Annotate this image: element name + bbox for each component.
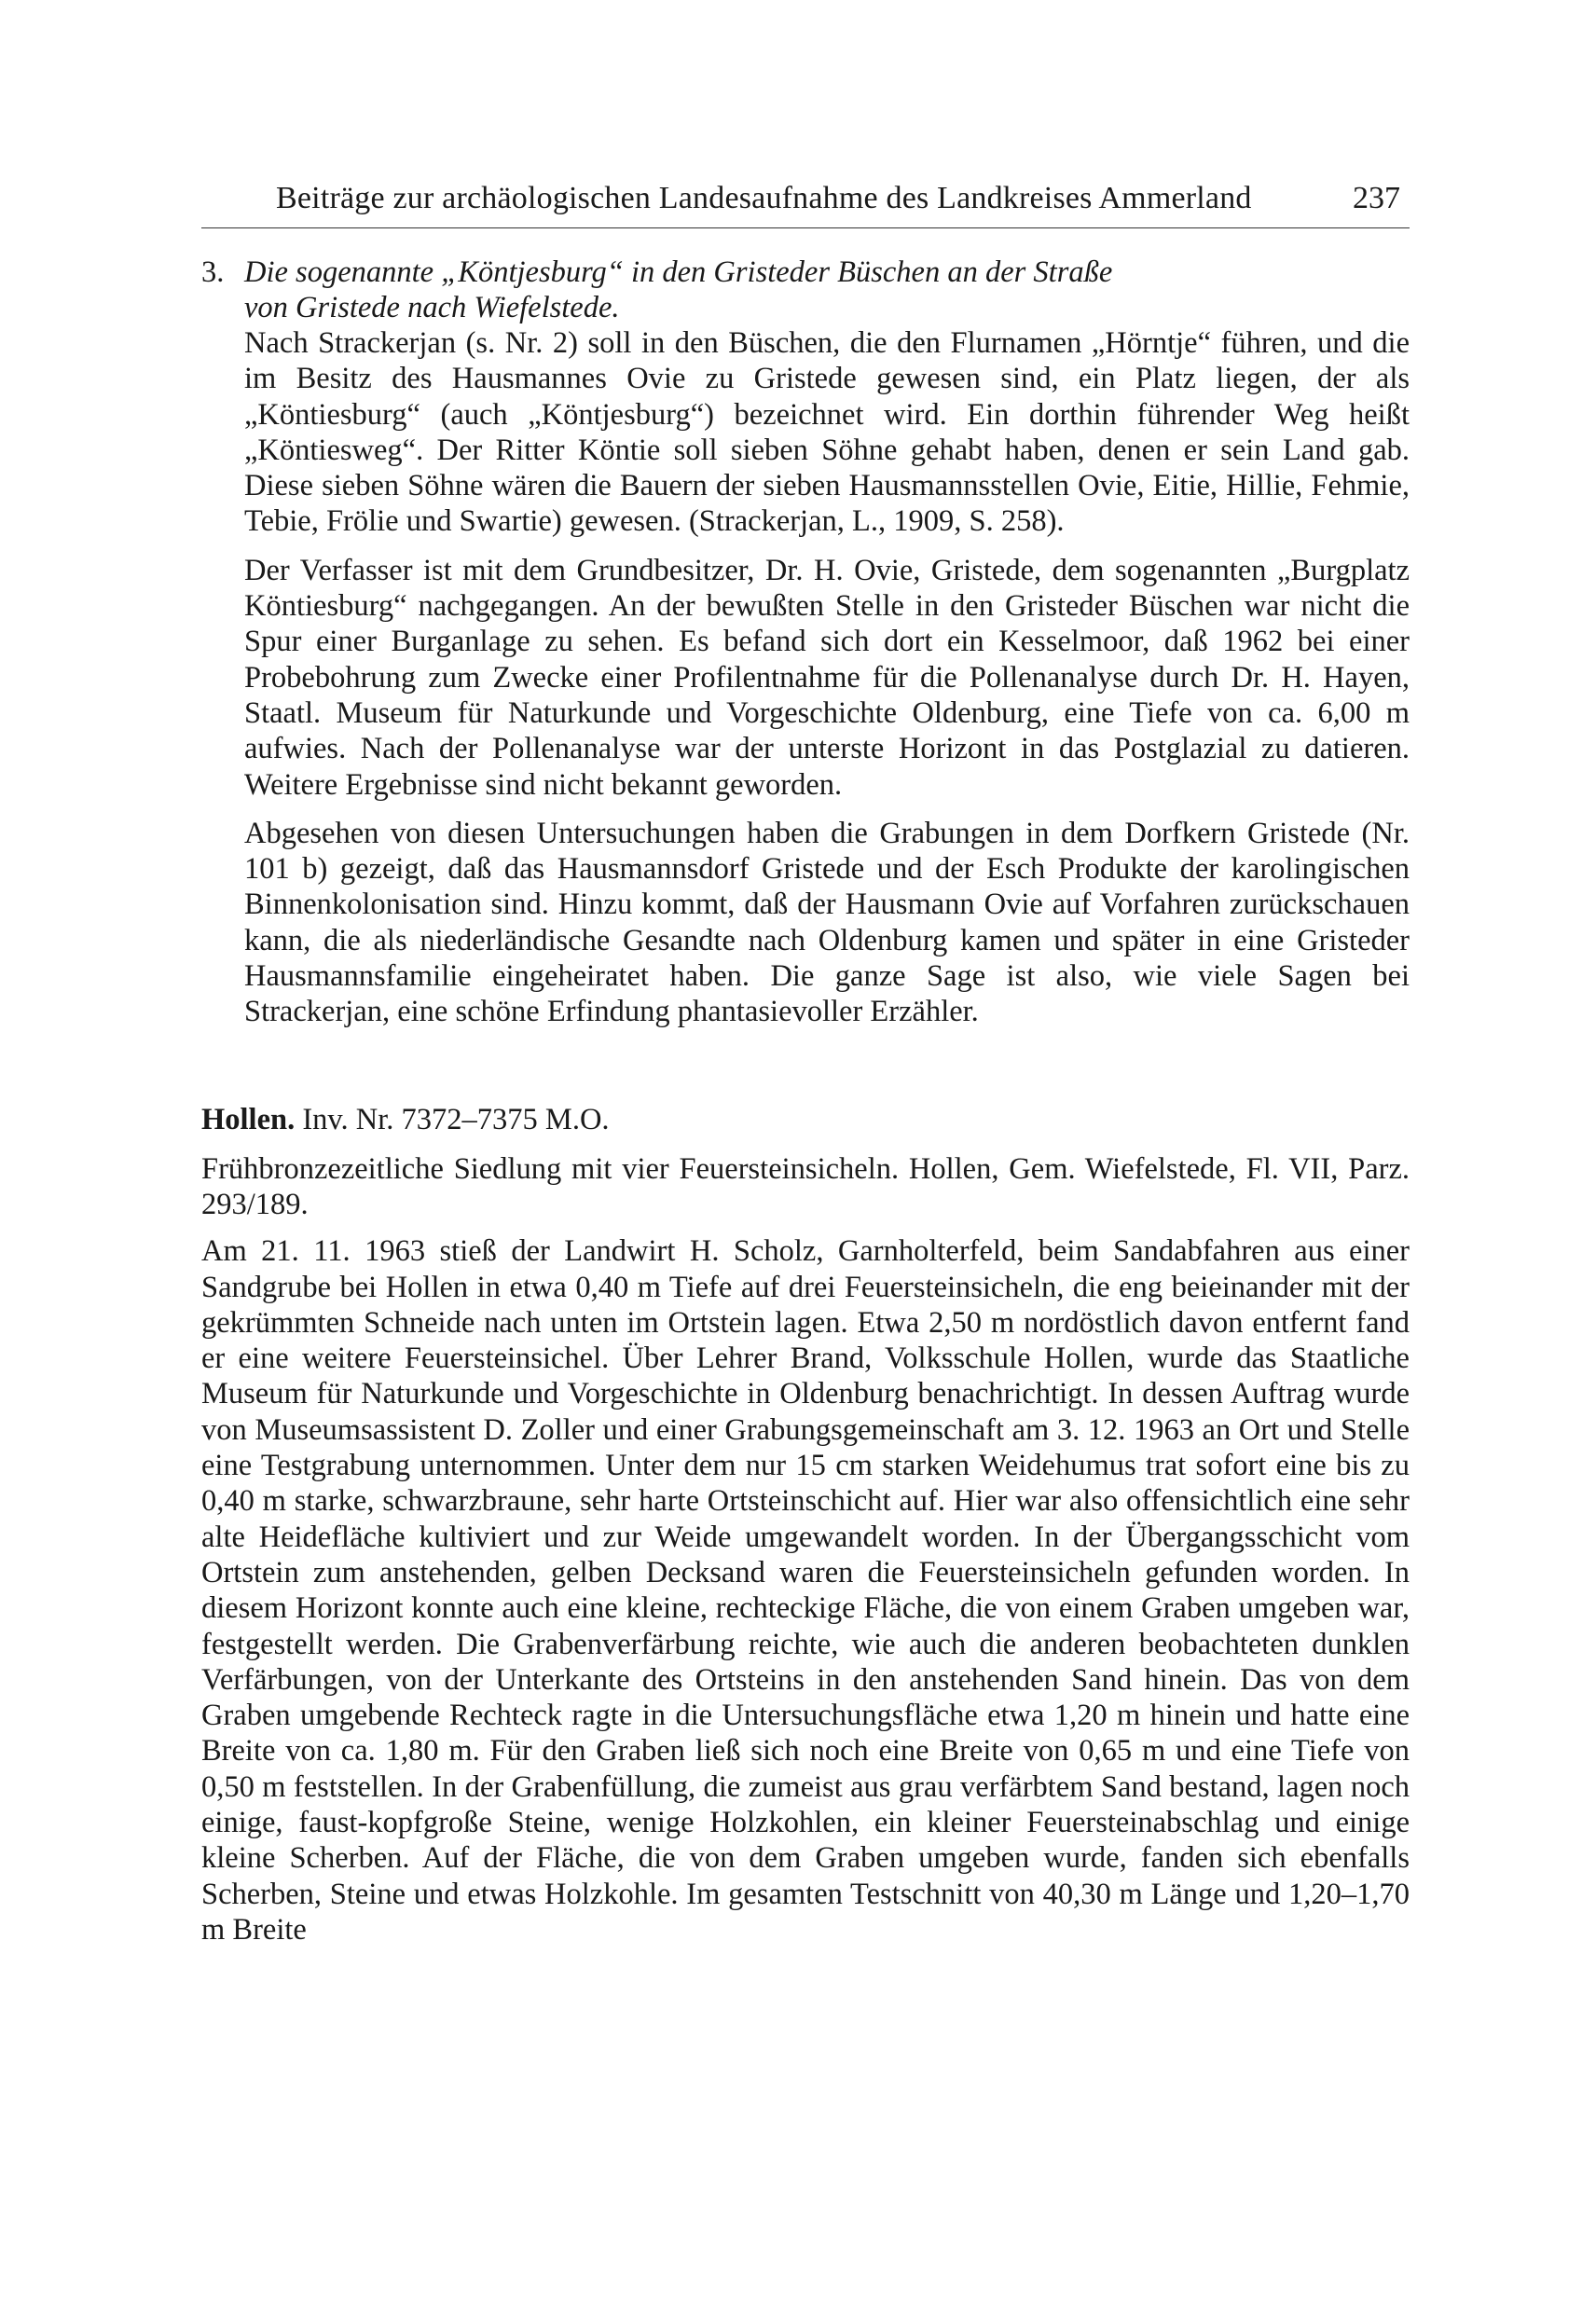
paragraph-strackerjan: Nach Strackerjan (s. Nr. 2) soll in den Büschen, die den Flurnamen „Hörntje“ führen, und die im Besitz des Hausmannes Ovie zu Gristede gewesen sind, ein Platz liegen, der als „Köntiesburg“ (auch „Köntjesburg“) bezeichnet wird. Ein dorthin führender Weg heißt „Köntiesweg“. Der Ritter Köntie soll sieben Söhne gehabt haben, denen er sein Land gab. Diese sieben Söhne wären die Bauern der sieben Hausmannsstellen Ovie, Eitie, Hillie, Fehmie, Tebie, Frölie und Swartie) gewesen. (Strackerjan, L., 1909, S. 258).: [244, 326, 1410, 539]
section-3-heading: [201, 255, 1410, 290]
section-title-line-2: von Gristede nach Wiefelstede.: [244, 291, 620, 324]
section-title-line-1: Die sogenannte „Köntjesburg“ in den Gristeder Büschen an der Straße: [244, 255, 1113, 289]
site-body-text: Am 21. 11. 1963 stieß der Landwirt H. Scholz, Garnholterfeld, beim Sandabfahren aus einer Sandgrube bei Hollen in etwa 0,40 m Tiefe auf drei Feuersteinsicheln, die eng beieinander mit der gekrümmten Schneide nach unten im Ortstein lagen. Etwa 2,50 m nordöstlich davon entfernt fand er eine weitere Feuersteinsichel. Über Lehrer Brand, Volksschule Hollen, wurde das Staatliche Museum für Naturkunde und Vorgeschichte in Oldenburg benachrichtigt. In dessen Auftrag wurde von Museumsassistent D. Zoller und einer Grabungsgemeinschaft am 3. 12. 1963 an Ort und Stelle eine Testgrabung unternommen. Unter dem nur 15 cm starken Weidehumus trat sofort eine bis zu 0,40 m starke, schwarzbraune, sehr harte Ortsteinschicht auf. Hier war also offensichtlich eine sehr alte Heidefläche kultiviert und zur Weide umgewandelt worden. In der Übergangsschicht vom Ortstein zum anstehenden, gelben Decksand waren die Feuersteinsicheln gefunden worden. In diesem Horizont konnte auch eine kleine, rechteckige Fläche, die von einem Graben umgeben war, festgestellt werden. Die Grabenverfärbung reichte, wie auch die anderen beobachteten dunklen Verfärbungen, von der Unterkante des Ortsteins in den anstehenden Sand hinein. Das von dem Graben umgebende Rechteck ragte in die Untersuchungsfläche etwa 1,20 m hinein und hatte eine Breite von ca. 1,80 m. Für den Graben ließ sich noch eine Breite von 0,65 m und eine Tiefe von 0,50 m feststellen. In der Grabenfüllung, die zumeist aus grau verfärbtem Sand bestand, lagen noch einige, faust-kopfgroße Steine, wenige Holzkohlen, ein kleiner Feuersteinabschlag und einige kleine Scherben. Auf der Fläche, die von dem Graben umgeben wurde, fanden sich ebenfalls Scherben, Steine und etwas Holzkohle. Im gesamten Testschnitt von 40,30 m Länge und 1,20–1,70 m Breite: [201, 1234, 1410, 1947]
page-number: 237: [1353, 181, 1400, 215]
section-3-heading-cont: [244, 290, 1410, 325]
site-description: Frühbronzezeitliche Siedlung mit vier Feuersteinsicheln. Hollen, Gem. Wiefelstede, Fl. VII, Parz. 293/189.: [201, 1151, 1410, 1221]
site-name: Hollen.: [201, 1102, 296, 1136]
site-entry-hollen: [201, 1101, 1410, 1948]
section-3: [201, 255, 1410, 1030]
paragraph-verfasser: Der Verfasser ist mit dem Grundbesitzer, Dr. H. Ovie, Gristede, dem sogenannten „Burgplatz Köntiesburg“ nachgegangen. An der bewußten Stelle in den Gristeder Büschen war nicht die Spur einer Burganlage zu sehen. Es befand sich dort ein Kesselmoor, daß 1962 bei einer Probebohrung zum Zwecke einer Profilentnahme für die Pollenanalyse durch Dr. H. Hayen, Staatl. Museum für Naturkunde und Vorgeschichte Oldenburg, eine Tiefe von ca. 6,00 m aufwies. Nach der Pollenanalyse war der unterste Horizont in das Postglazial zu datieren. Weitere Ergebnisse sind nicht bekannt geworden.: [244, 553, 1410, 802]
inventory-number: Inv. Nr. 7372–7375 M.O.: [302, 1102, 610, 1136]
site-heading: [201, 1101, 1410, 1138]
paragraph-abgesehen: Abgesehen von diesen Untersuchungen haben die Grabungen in dem Dorfkern Gristede (Nr. 101 b) gezeigt, daß das Hausmannsdorf Gristede und der Esch Produkte der karolingischen Binnenkolonisation sind. Hinzu kommt, daß der Hausmann Ovie auf Vorfahren zurückschauen kann, die als niederländische Gesandte nach Oldenburg kamen und später in eine Gristeder Hausmannsfamilie eingeheiratet haben. Die ganze Sage ist also, wie viele Sagen bei Strackerjan, eine schöne Erfindung phantasievoller Erzähler.: [244, 816, 1410, 1029]
document-page: [201, 177, 1410, 1947]
running-header-title: Beiträge zur archäologischen Landesaufnahme des Landkreises Ammerland: [276, 181, 1252, 215]
running-header: [201, 177, 1410, 228]
section-number: 3.: [201, 255, 225, 289]
section-3-body: [244, 325, 1410, 1030]
